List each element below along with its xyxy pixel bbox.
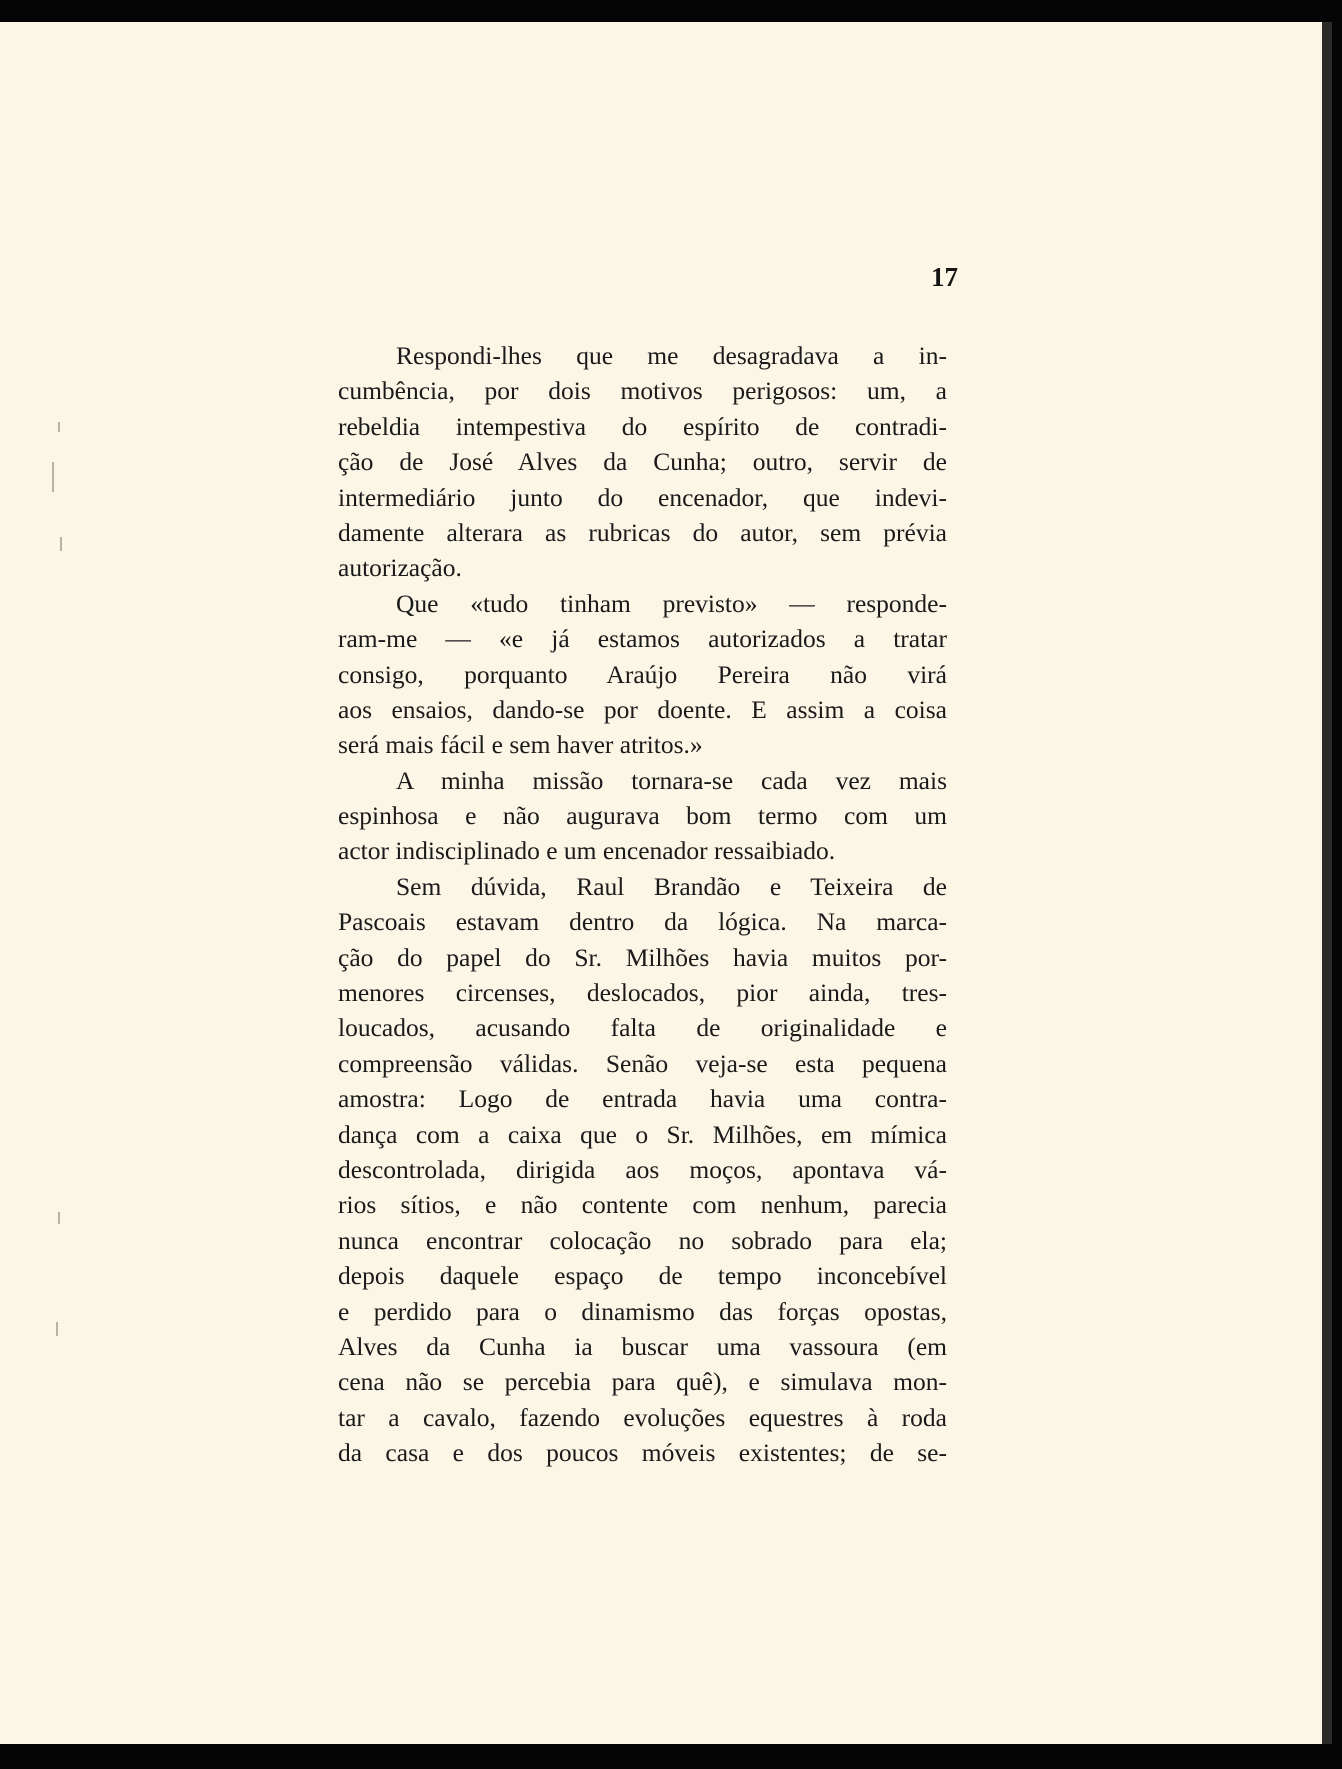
text-line: damente alterara as rubricas do autor, sem prévia	[338, 517, 947, 547]
text-line: Sem dúvida, Raul Brandão e Teixeira de	[396, 871, 947, 901]
text-line: e perdido para o dinamismo das forças opostas,	[338, 1296, 947, 1326]
speck	[58, 422, 60, 432]
speck	[52, 462, 54, 492]
text-line: menores circenses, deslocados, pior ainda, tres-	[338, 978, 947, 1008]
text-line: actor indisciplinado e um encenador ressaibiado.	[338, 836, 836, 866]
text-line: cumbência, por dois motivos perigosos: um, a	[338, 376, 947, 406]
text-line: Que «tudo tinham previsto» — responde-	[396, 588, 947, 618]
text-line: depois daquele espaço de tempo inconcebível	[338, 1261, 947, 1291]
speck	[58, 1212, 60, 1224]
text-line: ram-me — «e já estamos autorizados a tratar	[338, 624, 947, 654]
text-line: intermediário junto do encenador, que indevi-	[338, 482, 947, 512]
text-line: descontrolada, dirigida aos moços, apontava vá-	[338, 1154, 947, 1184]
speck	[60, 537, 62, 551]
page-edge-shadow	[1322, 22, 1332, 1744]
text-line: dança com a caixa que o Sr. Milhões, em mímica	[338, 1119, 947, 1149]
text-line: tar a cavalo, fazendo evoluções equestres à roda	[338, 1402, 947, 1432]
text-line: aos ensaios, dando-se por doente. E assim a coisa	[338, 694, 947, 724]
text-line: compreensão válidas. Senão veja-se esta pequena	[338, 1048, 947, 1078]
text-line: consigo, porquanto Araújo Pereira não virá	[338, 659, 947, 689]
text-line: A minha missão tornara-se cada vez mais	[396, 765, 947, 795]
text-line: ção de José Alves da Cunha; outro, servir de	[338, 447, 947, 477]
text-line: cena não se percebia para quê), e simulava mon-	[338, 1367, 947, 1397]
text-line: rios sítios, e não contente com nenhum, parecia	[338, 1190, 947, 1220]
text-line: autorização.	[338, 553, 462, 583]
book-page	[0, 22, 1322, 1744]
text-line: loucados, acusando falta de originalidade e	[338, 1013, 947, 1043]
speck	[56, 1322, 58, 1336]
text-line: Pascoais estavam dentro da lógica. Na marca-	[338, 907, 947, 937]
text-line: nunca encontrar colocação no sobrado para ela;	[338, 1225, 947, 1255]
text-line: amostra: Logo de entrada havia uma contra-	[338, 1084, 947, 1114]
page-number: 17	[931, 262, 958, 292]
text-line: ção do papel do Sr. Milhões havia muitos por-	[338, 942, 947, 972]
text-line: será mais fácil e sem haver atritos.»	[338, 730, 703, 760]
text-line: da casa e dos poucos móveis existentes; de se-	[338, 1438, 947, 1468]
text-line: rebeldia intempestiva do espírito de contradi-	[338, 411, 947, 441]
body-text	[338, 338, 947, 1471]
text-line: espinhosa e não augurava bom termo com um	[338, 801, 947, 831]
text-line: Respondi-lhes que me desagradava a in-	[396, 341, 947, 370]
text-line: Alves da Cunha ia buscar uma vassoura (em	[338, 1331, 947, 1361]
